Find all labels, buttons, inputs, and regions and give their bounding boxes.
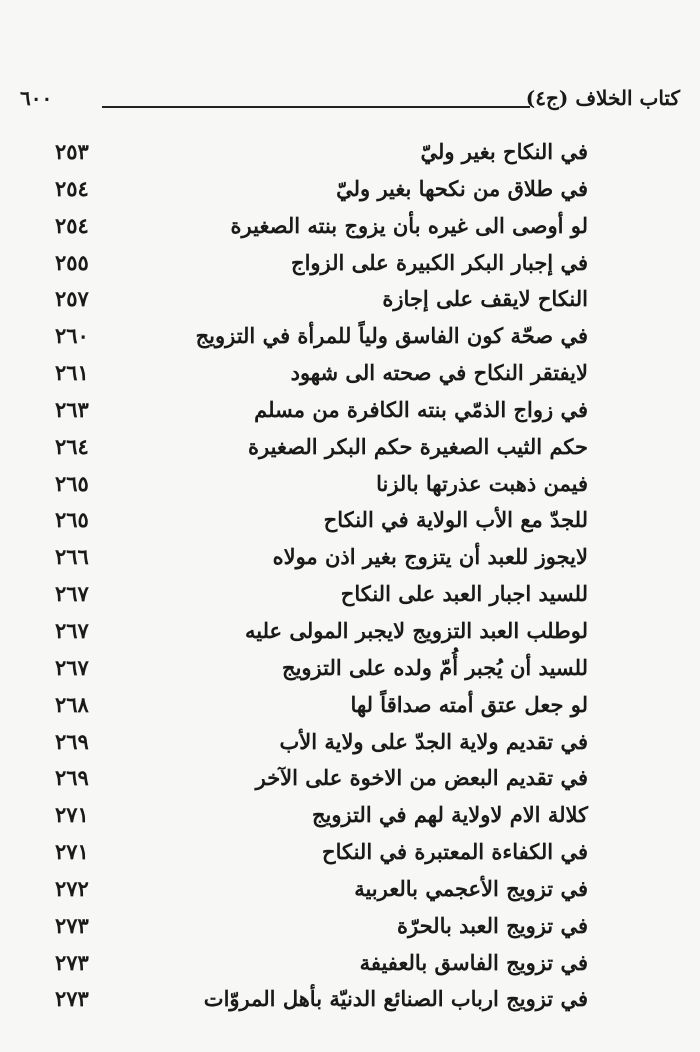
toc-entry-title: لو أوصى الى غيره بأن يزوج بنته الصغيرة — [230, 212, 588, 238]
toc-entry-title: في الكفاءة المعتبرة في النكاح — [322, 839, 588, 865]
toc-entry-page: ٢٦٣ — [55, 396, 89, 422]
toc-entry — [0, 503, 700, 540]
toc-entry — [0, 356, 700, 393]
toc-entry-page: ٢٦٩ — [55, 765, 89, 791]
toc-entry-page: ٢٧٣ — [55, 912, 89, 938]
toc-entry-title: في تزويج الفاسق بالعفيفة — [359, 949, 588, 975]
toc-entry-title: حكم الثيب الصغيرة حكم البكر الصغيرة — [248, 433, 588, 459]
toc-entry-title: لوطلب العبد التزويج لايجبر المولى عليه — [244, 617, 588, 643]
toc-entry-title: في تزويج العبد بالحرّة — [397, 912, 588, 938]
toc-entry-page: ٢٦١ — [55, 360, 89, 386]
toc-entry-title: في تزويج ارباب الصنائع الدنيّة بأهل المروّات — [203, 986, 588, 1012]
toc-entry — [0, 614, 700, 651]
running-title: كتاب الخلاف (ج٤) — [525, 86, 680, 110]
toc-entry-page: ٢٧٢ — [55, 875, 89, 901]
toc-entry-page: ٢٥٤ — [55, 212, 89, 238]
toc-entry-page: ٢٦٨ — [55, 691, 89, 717]
toc-entry — [0, 430, 700, 467]
toc-entry-page: ٢٦٧ — [55, 617, 89, 643]
toc-entry — [0, 688, 700, 725]
toc-entry-title: في تقديم البعض من الاخوة على الآخر — [255, 765, 588, 791]
toc-entry-title: لايجوز للعبد أن يتزوج بغير اذن مولاه — [272, 544, 588, 570]
toc-entry-title: كلالة الام لاولاية لهم في التزويج — [311, 802, 588, 828]
toc-entry-title: لو جعل عتق أمته صداقاً لها — [350, 691, 588, 717]
toc-entry — [0, 467, 700, 504]
toc-entry-title: في تزويج الأعجمي بالعربية — [354, 875, 588, 901]
toc-entry-page: ٢٦٦ — [55, 544, 89, 570]
toc-entry-page: ٢٦٤ — [55, 433, 89, 459]
toc-entry — [0, 725, 700, 762]
toc-entry — [0, 209, 700, 246]
toc-entry — [0, 135, 700, 172]
toc-entry-title: في إجبار البكر الكبيرة على الزواج — [291, 249, 588, 275]
toc-entry-title: في زواج الذمّي بنته الكافرة من مسلم — [254, 396, 588, 422]
toc-entry-page: ٢٧١ — [55, 839, 89, 865]
toc-entry-title: في النكاح بغير وليّ — [420, 139, 588, 164]
toc-entry-page: ٢٦٥ — [55, 470, 89, 496]
toc-entry-page: ٢٥٥ — [55, 249, 89, 275]
toc-entry — [0, 909, 700, 946]
toc-entry-title: في طلاق من نكحها بغير وليّ — [336, 175, 588, 201]
toc-entry — [0, 282, 700, 319]
toc-entry-page: ٢٧٣ — [55, 949, 89, 975]
toc-entry-page: ٢٦٩ — [55, 728, 89, 754]
toc-entry-title: في صحّة كون الفاسق ولياً للمرأة في التزويج — [195, 323, 588, 349]
toc-entry-title: للجدّ مع الأب الولاية في النكاح — [323, 507, 588, 533]
toc-entry-page: ٢٥٣ — [55, 139, 89, 164]
page-header — [20, 86, 680, 120]
toc-entry — [0, 982, 700, 1019]
toc-entry — [0, 172, 700, 209]
toc-entry-title: في تقديم ولاية الجدّ على ولاية الأب — [279, 728, 588, 754]
toc-entry — [0, 651, 700, 688]
toc-entry-page: ٢٥٤ — [55, 175, 89, 201]
table-of-contents — [0, 135, 700, 1019]
toc-entry-page: ٢٦٧ — [55, 581, 89, 607]
toc-entry-title: للسيد أن يُجبر أُمّ ولده على التزويج — [282, 654, 588, 680]
toc-entry — [0, 246, 700, 283]
page-number: ٦٠٠ — [20, 86, 53, 110]
toc-entry — [0, 872, 700, 909]
toc-entry — [0, 835, 700, 872]
toc-entry-title: النكاح لايقف على إجازة — [382, 286, 588, 312]
toc-entry-page: ٢٦٥ — [55, 507, 89, 533]
toc-entry-page: ٢٦٠ — [55, 323, 89, 349]
toc-entry — [0, 946, 700, 983]
toc-entry-page: ٢٧٣ — [55, 986, 89, 1012]
toc-entry — [0, 540, 700, 577]
toc-entry-title: فيمن ذهبت عذرتها بالزنا — [376, 470, 588, 496]
toc-entry — [0, 393, 700, 430]
toc-entry — [0, 319, 700, 356]
toc-entry-page: ٢٧١ — [55, 802, 89, 828]
header-rule — [102, 106, 530, 108]
toc-entry-title: للسيد اجبار العبد على النكاح — [340, 581, 588, 607]
toc-entry-page: ٢٥٧ — [55, 286, 89, 312]
toc-entry — [0, 577, 700, 614]
toc-entry-title: لايفتقر النكاح في صحته الى شهود — [290, 360, 588, 386]
toc-entry — [0, 761, 700, 798]
toc-entry — [0, 798, 700, 835]
toc-entry-page: ٢٦٧ — [55, 654, 89, 680]
